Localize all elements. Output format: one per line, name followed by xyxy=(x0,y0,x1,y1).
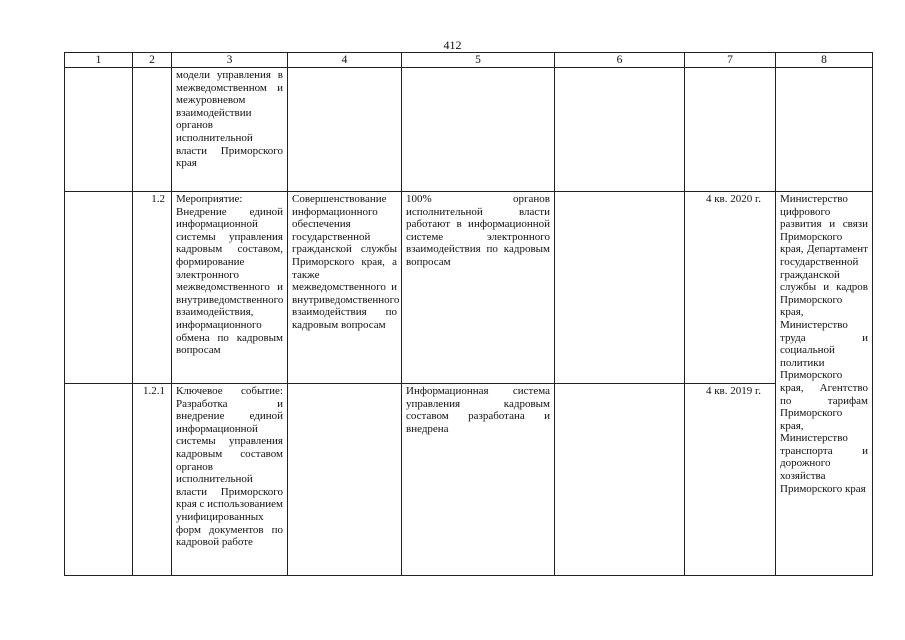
header-cell-4: 4 xyxy=(288,53,402,68)
cell-result: Информационная система управления кадровым составом разработана и внедрена xyxy=(402,384,555,576)
cell-number xyxy=(133,68,172,192)
header-cell-7: 7 xyxy=(685,53,776,68)
page-number: 412 xyxy=(443,38,462,52)
header-row xyxy=(65,53,873,68)
cell-responsible-empty xyxy=(776,68,873,192)
cell-deadline: 4 кв. 2020 г. xyxy=(685,192,776,384)
cell-deadline: 4 кв. 2019 г. xyxy=(685,384,776,576)
cell-activity: модели управления в межведомственном и межуровневом взаимодействии органов исполнительной власти Приморского края xyxy=(172,68,288,192)
cell-col6 xyxy=(555,384,685,576)
cell-result xyxy=(402,68,555,192)
header-cell-2: 2 xyxy=(133,53,172,68)
table-row xyxy=(65,68,873,192)
header-cell-5: 5 xyxy=(402,53,555,68)
header-cell-1: 1 xyxy=(65,53,133,68)
cell-col1 xyxy=(65,68,133,192)
cell-col6 xyxy=(555,192,685,384)
table-row xyxy=(65,384,873,576)
cell-col1 xyxy=(65,384,133,576)
table-row xyxy=(65,192,873,384)
cell-number: 1.2 xyxy=(133,192,172,384)
cell-objective xyxy=(288,384,402,576)
cell-col6 xyxy=(555,68,685,192)
cell-deadline xyxy=(685,68,776,192)
cell-result: 100% органов исполнительной власти работают в информационной системе электронного взаимодействия по кадровым вопросам xyxy=(402,192,555,384)
header-cell-3: 3 xyxy=(172,53,288,68)
cell-activity: Мероприятие: Внедрение единой информационной системы управления кадровым составом, формирование электронного межведомственного и внутриведомственного взаимодействия, информационного обмена по кадровым вопросам xyxy=(172,192,288,384)
cell-col1 xyxy=(65,192,133,384)
cell-number: 1.2.1 xyxy=(133,384,172,576)
cell-objective xyxy=(288,68,402,192)
plan-table xyxy=(64,52,873,576)
cell-responsible: Министерство цифрового развития и связи Приморского края, Департамент государственной гражданской службы и кадров Приморского края, Министерство труда и социальной политики Приморского края, Агентство по тарифам Приморского края, Министерство транспорта и дорожного хозяйства Приморского края xyxy=(776,192,873,576)
header-cell-6: 6 xyxy=(555,53,685,68)
cell-objective: Совершенствование информационного обеспечения государственной гражданской службы Приморского края, а также межведомственного и внутриведомственного взаимодействия по кадровым вопросам xyxy=(288,192,402,384)
cell-activity: Ключевое событие: Разработка и внедрение единой информационной системы управления кадровым составом органов исполнительной власти Приморского края с использованием унифицированных форм документов по кадровой работе xyxy=(172,384,288,576)
header-cell-8: 8 xyxy=(776,53,873,68)
